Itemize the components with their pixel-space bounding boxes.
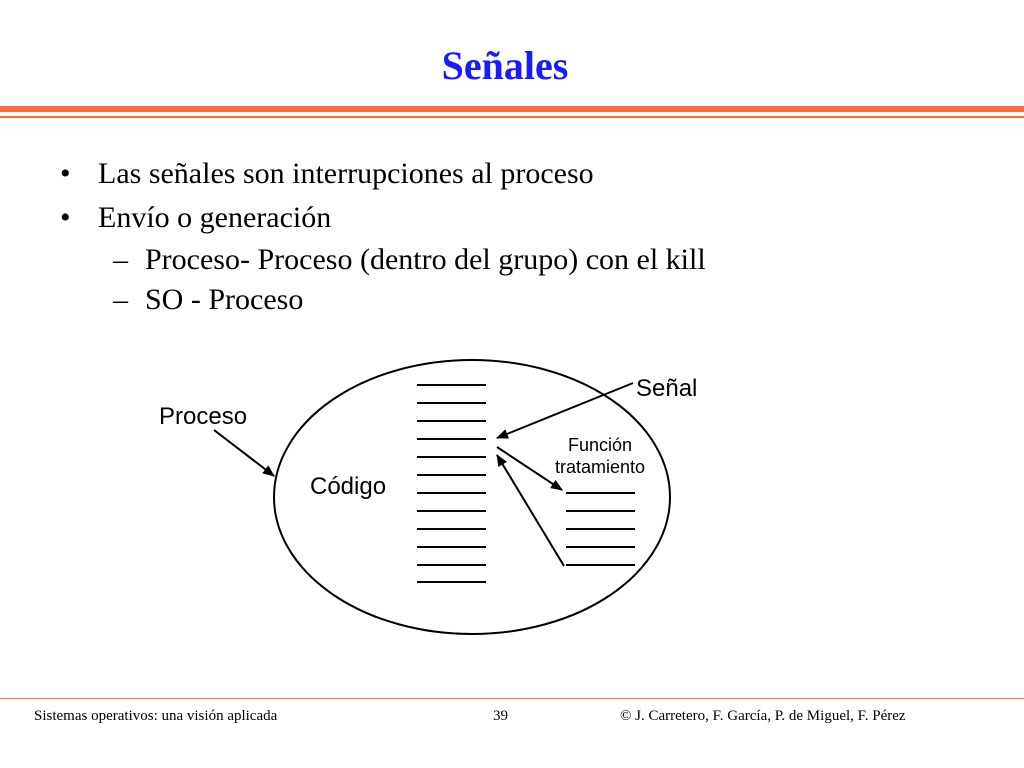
footer-course: Sistemas operativos: una visión aplicada (34, 708, 278, 724)
label-funcion: Función (567, 435, 633, 455)
footer-rule (0, 698, 1024, 699)
sub-bullet-mark: – (113, 243, 128, 276)
label-proceso: Proceso (159, 403, 248, 430)
code-lines (417, 385, 486, 582)
bullet-text: Las señales son interrupciones al proceso (98, 157, 594, 190)
label-tratamiento: tratamiento (554, 457, 646, 477)
footer-page-number: 39 (493, 708, 508, 724)
jump-to-handler-arrow (497, 447, 562, 490)
bullet-mark: • (60, 157, 71, 190)
proceso-arrow (214, 430, 274, 476)
label-senal: Señal (636, 375, 698, 402)
slide-title: Señales (441, 43, 569, 88)
bullet-text: Envío o generación (98, 201, 332, 234)
bullet-mark: • (60, 201, 71, 234)
senal-arrow (497, 383, 633, 438)
sub-bullet-mark: – (113, 283, 128, 316)
label-codigo: Código (310, 473, 387, 500)
return-arrow (497, 455, 564, 566)
sub-bullet-text: Proceso- Proceso (dentro del grupo) con el kill (145, 243, 706, 276)
handler-lines (566, 493, 635, 565)
footer-copyright: © J. Carretero, F. García, P. de Miguel, F. Pérez (620, 708, 906, 724)
sub-bullet-text: SO - Proceso (145, 283, 304, 316)
